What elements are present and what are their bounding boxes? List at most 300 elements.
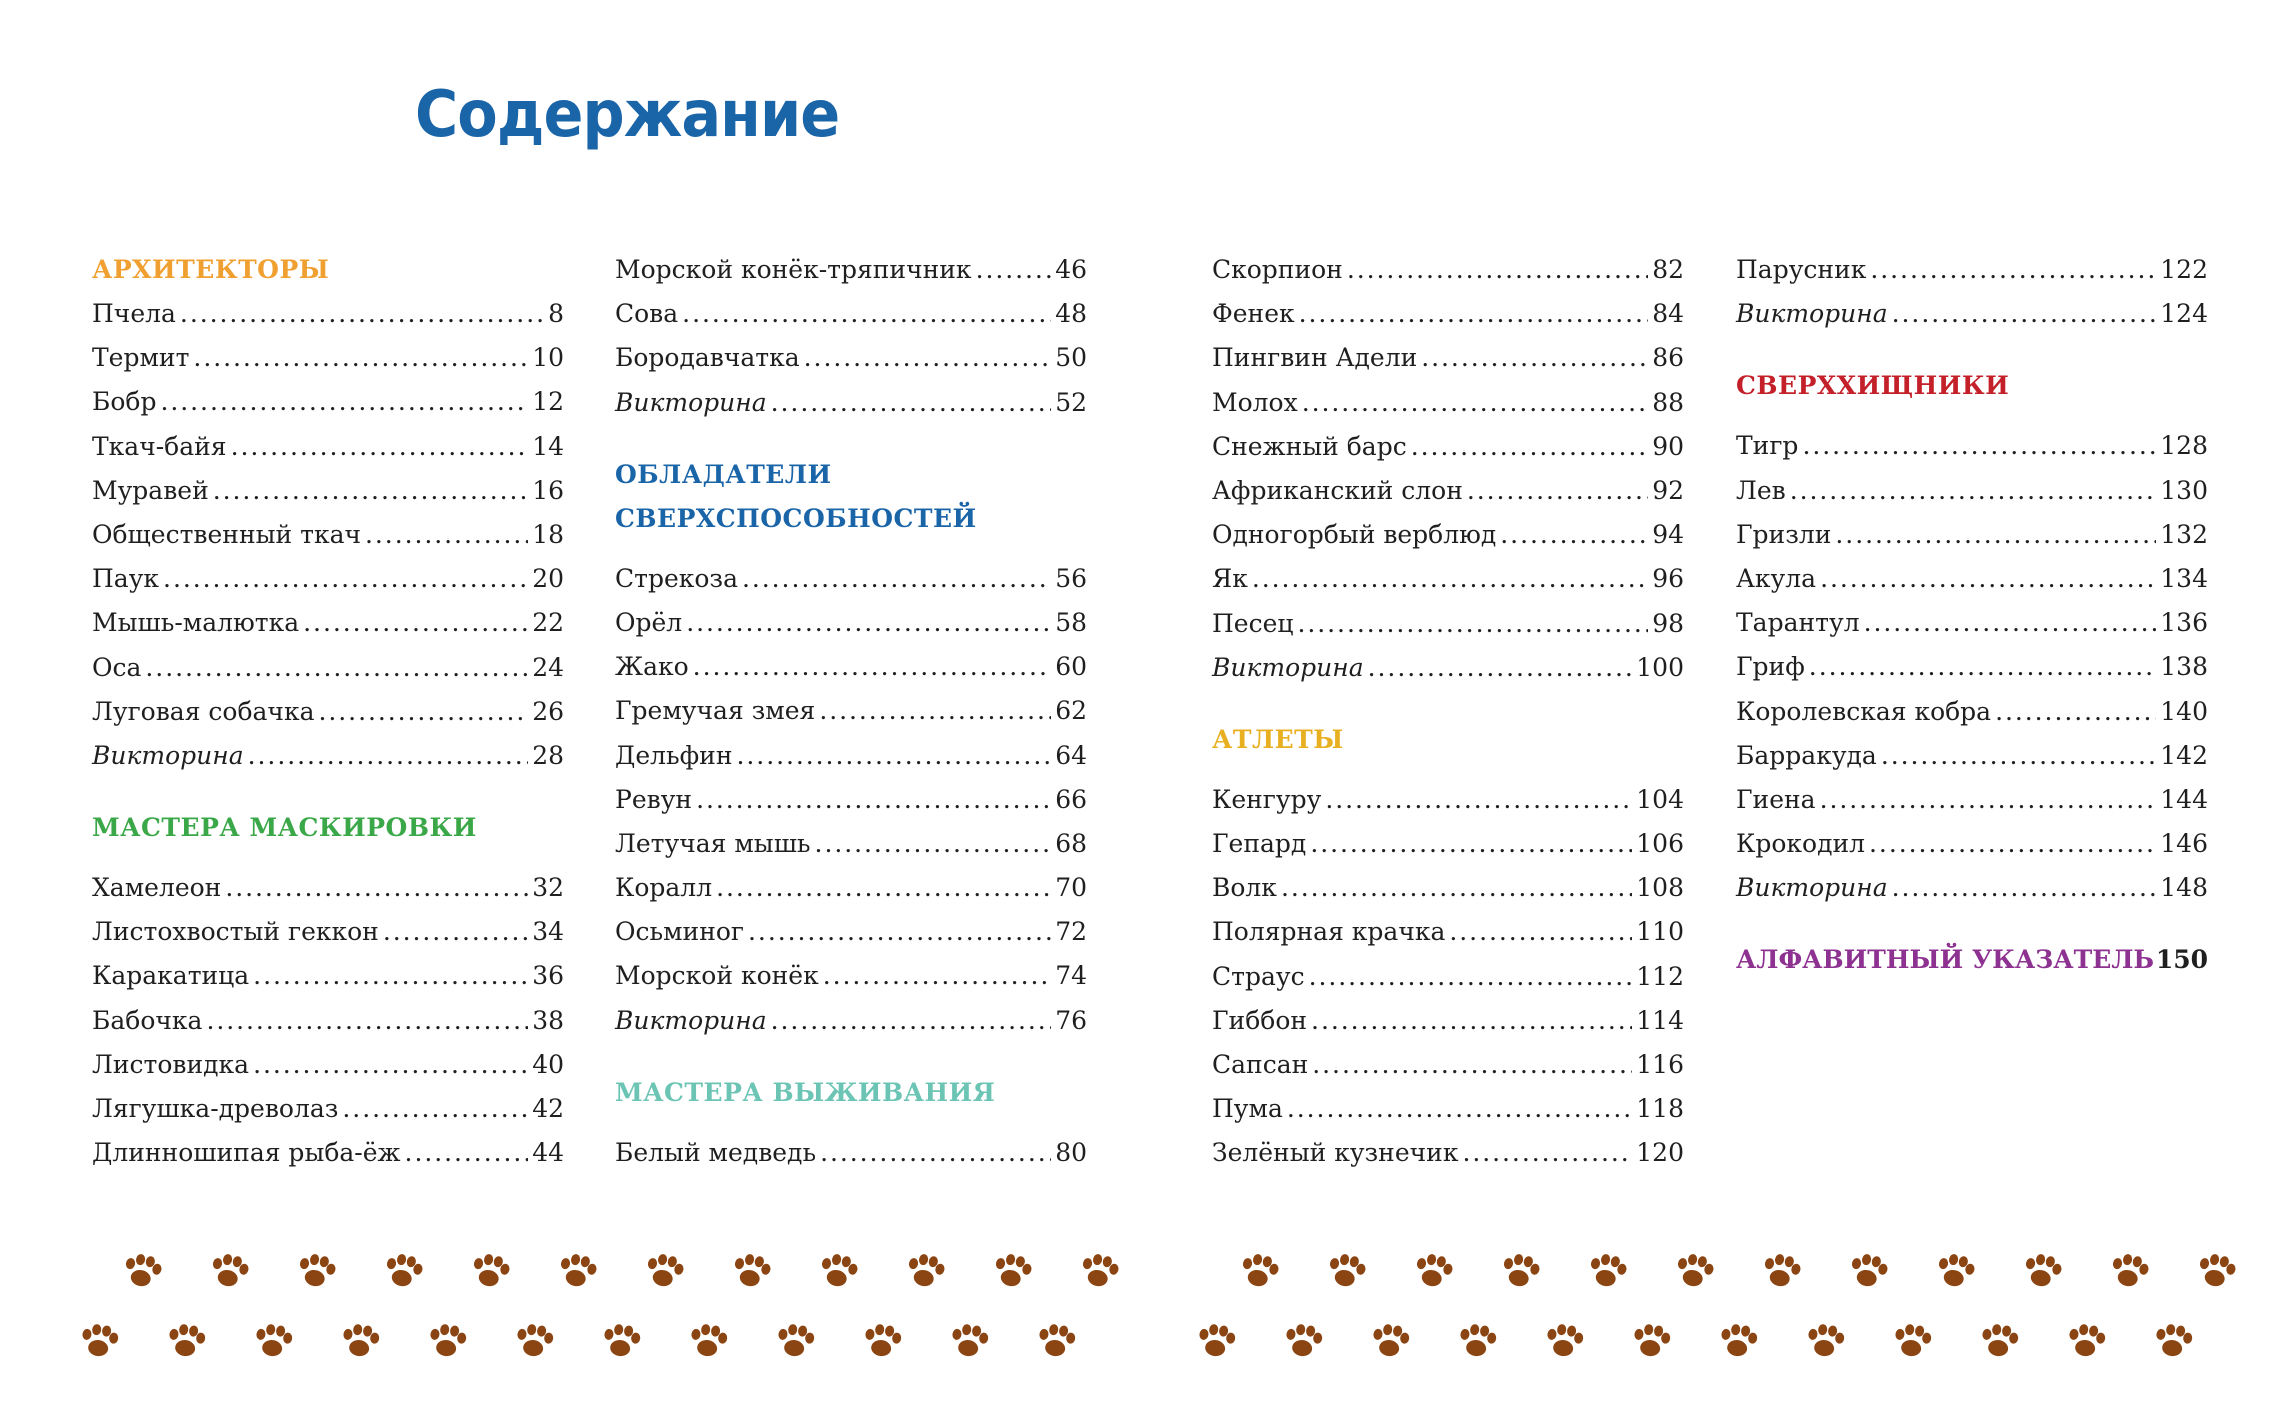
paw-print-icon xyxy=(292,1252,338,1292)
dot-leader xyxy=(1467,469,1648,513)
toc-entry[interactable] xyxy=(615,336,1087,380)
paw-print-icon xyxy=(1192,1322,1238,1362)
toc-entry[interactable] xyxy=(1212,866,1684,910)
toc-entry[interactable] xyxy=(92,601,564,645)
toc-entry[interactable] xyxy=(92,910,564,954)
dot-leader xyxy=(1869,822,2156,866)
dot-leader xyxy=(365,513,528,557)
toc-entry-page: 142 xyxy=(2160,740,2208,770)
toc-entry[interactable] xyxy=(615,910,1087,954)
toc-entry[interactable] xyxy=(615,734,1087,778)
toc-entry-label: Бородавчатка xyxy=(615,343,800,373)
toc-entry-label: Полярная крачка xyxy=(1212,917,1446,947)
toc-entry-label: Викторина xyxy=(92,740,244,770)
toc-entry-label: Гризли xyxy=(1736,519,1832,549)
section-heading: СВЕРХХИЩНИКИ xyxy=(1736,371,2010,401)
toc-entry-page: 36 xyxy=(532,961,564,991)
paw-print-icon xyxy=(423,1322,469,1362)
paw-print-icon xyxy=(2105,1252,2151,1292)
toc-entry-page: 122 xyxy=(2160,255,2208,284)
paw-print-icon xyxy=(75,1322,121,1362)
toc-entry[interactable] xyxy=(92,999,564,1043)
paw-print-icon xyxy=(684,1322,730,1362)
toc-entry-page: 90 xyxy=(1652,431,1684,461)
paw-print-icon xyxy=(945,1322,991,1362)
dot-leader xyxy=(771,999,1052,1043)
paw-print-icon xyxy=(1366,1322,1412,1362)
dot-leader xyxy=(1421,336,1648,380)
toc-entry[interactable] xyxy=(1736,557,2208,601)
dot-leader xyxy=(225,866,528,910)
dot-leader xyxy=(1368,646,1633,690)
toc-entry-page: 34 xyxy=(532,917,564,947)
toc-entry-label: Лягушка-древолаз xyxy=(92,1094,339,1123)
dot-leader xyxy=(696,778,1051,822)
toc-entry-label: Морской конёк-тряпичник xyxy=(615,255,972,284)
toc-entry[interactable] xyxy=(1736,601,2208,645)
toc-entry-page: 22 xyxy=(532,608,564,638)
toc-entry-label: Страус xyxy=(1212,961,1305,991)
toc-entry[interactable] xyxy=(1736,734,2208,778)
toc-entry-label: Викторина xyxy=(615,387,767,417)
toc-entry-page: 44 xyxy=(532,1138,564,1168)
toc-entry-page: 110 xyxy=(1636,917,1684,947)
paw-print-icon xyxy=(1931,1252,1977,1292)
toc-entry-label: Лев xyxy=(1736,475,1786,505)
toc-entry-label: Каракатица xyxy=(92,961,250,991)
toc-entry[interactable] xyxy=(1212,778,1684,822)
toc-entry-label: Барракуда xyxy=(1736,740,1877,770)
toc-entry-label: Ткач-байя xyxy=(92,431,227,461)
toc-entry[interactable] xyxy=(615,1131,1087,1175)
toc-entry-label: Гремучая змея xyxy=(615,696,816,726)
dot-leader xyxy=(1820,778,2157,822)
toc-entry-page: 94 xyxy=(1652,520,1684,550)
toc-entry[interactable] xyxy=(1736,248,2208,292)
toc-entry[interactable] xyxy=(1212,955,1684,999)
dot-leader xyxy=(231,425,529,469)
toc-entry[interactable] xyxy=(1736,292,2208,336)
toc-entry-label: Гиббон xyxy=(1212,1005,1308,1035)
paw-print-icon xyxy=(1279,1322,1325,1362)
toc-entry-page: 64 xyxy=(1055,740,1087,770)
toc-entry-page: 10 xyxy=(532,343,564,373)
toc-entry-label: Пингвин Адели xyxy=(1212,343,1418,373)
toc-entry-page: 128 xyxy=(2160,431,2208,461)
toc-entry-page: 138 xyxy=(2160,652,2208,682)
toc-entry-label: Листовидка xyxy=(92,1049,250,1079)
toc-entry-label: Гепард xyxy=(1212,829,1307,859)
paw-print-icon xyxy=(379,1252,425,1292)
toc-entry-label: Фенек xyxy=(1212,299,1295,329)
dot-leader xyxy=(303,601,528,645)
toc-entry-page: 46 xyxy=(1055,255,1087,284)
toc-entry[interactable] xyxy=(92,954,564,998)
dot-leader xyxy=(1310,822,1632,866)
toc-entry-page: 82 xyxy=(1652,255,1684,284)
section-spacer xyxy=(615,1115,1087,1131)
paw-print-icon xyxy=(1453,1322,1499,1362)
paw-print-icon xyxy=(1496,1252,1542,1292)
dot-leader xyxy=(206,999,528,1043)
paw-print-icon xyxy=(1235,1252,1281,1292)
paw-print-icon xyxy=(510,1322,556,1362)
toc-entry[interactable] xyxy=(615,954,1087,998)
toc-entry[interactable] xyxy=(1736,866,2208,910)
toc-entry-label: Жако xyxy=(615,652,689,682)
toc-entry[interactable] xyxy=(92,469,564,513)
dot-leader xyxy=(771,381,1052,425)
dot-leader xyxy=(1462,1131,1632,1175)
section-spacer xyxy=(615,541,1087,557)
toc-entry-label: Викторина xyxy=(1212,652,1364,682)
paw-print-icon xyxy=(118,1252,164,1292)
toc-entry[interactable] xyxy=(1212,469,1684,513)
toc-entry-page: 136 xyxy=(2160,608,2208,638)
toc-entry-page: 26 xyxy=(532,696,564,726)
toc-entry-page: 50 xyxy=(1055,343,1087,373)
toc-entry-page: 118 xyxy=(1636,1094,1684,1124)
paw-print-icon xyxy=(336,1322,382,1362)
paw-print-icon xyxy=(988,1252,1034,1292)
section-spacer xyxy=(1736,336,2208,364)
paw-print-icon xyxy=(858,1322,904,1362)
paw-print-icon xyxy=(1801,1322,1847,1362)
toc-entry[interactable] xyxy=(615,689,1087,733)
toc-entry-page: 100 xyxy=(1636,652,1684,682)
toc-entry-label: Бабочка xyxy=(92,1005,203,1035)
toc-entry[interactable] xyxy=(615,822,1087,866)
dot-leader xyxy=(737,734,1052,778)
toc-entry-page: 112 xyxy=(1636,961,1684,991)
dot-leader xyxy=(253,954,528,998)
toc-entry[interactable] xyxy=(615,601,1087,645)
dot-leader xyxy=(342,1087,528,1131)
section-spacer xyxy=(615,1043,1087,1071)
paw-print-icon xyxy=(1627,1322,1673,1362)
toc-entry-label: Снежный барс xyxy=(1212,431,1407,461)
toc-entry-label: Викторина xyxy=(1736,873,1888,903)
toc-entry[interactable] xyxy=(1212,292,1684,336)
section-spacer xyxy=(92,850,564,866)
toc-entry[interactable] xyxy=(1212,1087,1684,1131)
paw-print-icon xyxy=(1322,1252,1368,1292)
toc-entry[interactable] xyxy=(615,292,1087,336)
paw-print-icon xyxy=(249,1322,295,1362)
toc-entry-label: Коралл xyxy=(615,873,713,903)
toc-entry-label: Тарантул xyxy=(1736,608,1860,638)
toc-entry-page: 148 xyxy=(2160,873,2208,903)
toc-entry-label: Африканский слон xyxy=(1212,475,1463,505)
toc-entry-page: 42 xyxy=(532,1094,564,1123)
section-spacer xyxy=(1736,408,2208,424)
toc-entry-page: 68 xyxy=(1055,828,1087,858)
toc-entry[interactable] xyxy=(92,557,564,601)
toc-entry-label: Пума xyxy=(1212,1094,1283,1124)
toc-entry-page: 60 xyxy=(1055,652,1087,682)
toc-entry-page: 124 xyxy=(2160,299,2208,329)
paw-print-icon xyxy=(901,1252,947,1292)
dot-leader xyxy=(976,248,1052,292)
dot-leader xyxy=(815,822,1052,866)
toc-entry-page: 40 xyxy=(532,1049,564,1079)
dot-leader xyxy=(1835,513,2156,557)
dot-leader xyxy=(1802,424,2156,468)
toc-entry-label: Оса xyxy=(92,652,142,682)
toc-entry-label: Ревун xyxy=(615,784,693,814)
paw-print-icon xyxy=(2192,1252,2238,1292)
toc-entry-page: 28 xyxy=(532,740,564,770)
paw-print-icon xyxy=(727,1252,773,1292)
toc-entry-page: 16 xyxy=(532,475,564,505)
toc-entry[interactable] xyxy=(1736,513,2208,557)
section-heading: АРХИТЕКТОРЫ xyxy=(92,255,330,284)
toc-entry-page: 18 xyxy=(532,519,564,549)
paw-prints-decoration xyxy=(0,1240,2290,1370)
toc-entry-label: Кенгуру xyxy=(1212,784,1322,814)
toc-entry-label: Общественный ткач xyxy=(92,519,362,549)
toc-entry-page: 92 xyxy=(1652,475,1684,505)
paw-print-icon xyxy=(1757,1252,1803,1292)
toc-entry[interactable] xyxy=(92,336,564,380)
toc-entry-label: Гриф xyxy=(1736,652,1805,682)
toc-entry[interactable] xyxy=(615,248,1087,292)
dot-leader xyxy=(145,646,528,690)
dot-leader xyxy=(693,645,1052,689)
toc-entry-label: Одногорбый верблюд xyxy=(1212,520,1497,550)
dot-leader xyxy=(1892,866,2157,910)
toc-entry-page: 66 xyxy=(1055,784,1087,814)
dot-leader xyxy=(213,469,528,513)
toc-entry-label: Песец xyxy=(1212,608,1294,638)
toc-column-3 xyxy=(1212,248,1684,1176)
toc-entry[interactable] xyxy=(1736,690,2208,734)
toc-entry-label: Волк xyxy=(1212,873,1277,903)
toc-entry[interactable] xyxy=(1212,602,1684,646)
paw-print-icon xyxy=(1670,1252,1716,1292)
index-entry[interactable] xyxy=(1736,938,2208,982)
paw-print-icon xyxy=(1540,1322,1586,1362)
toc-entry-label: Орёл xyxy=(615,607,683,637)
toc-entry[interactable] xyxy=(1212,1131,1684,1175)
paw-print-icon xyxy=(1975,1322,2021,1362)
dot-leader xyxy=(180,292,544,336)
toc-entry[interactable] xyxy=(92,425,564,469)
toc-entry-label: Сапсан xyxy=(1212,1050,1309,1079)
toc-entry-page: 98 xyxy=(1652,608,1684,638)
toc-entry[interactable] xyxy=(92,690,564,734)
paw-print-icon xyxy=(1844,1252,1890,1292)
paw-print-icon xyxy=(2062,1322,2108,1362)
toc-entry-label: Молох xyxy=(1212,387,1298,417)
toc-entry[interactable] xyxy=(1736,424,2208,468)
toc-entry-page: 72 xyxy=(1055,917,1087,947)
dot-leader xyxy=(1995,690,2156,734)
paw-print-icon xyxy=(1714,1322,1760,1362)
toc-entry-page: 74 xyxy=(1055,961,1087,991)
toc-entry[interactable] xyxy=(92,513,564,557)
toc-entry[interactable] xyxy=(1212,513,1684,557)
dot-leader xyxy=(163,557,528,601)
toc-entry-page: 14 xyxy=(532,431,564,461)
toc-entry-page: 62 xyxy=(1055,696,1087,726)
toc-entry[interactable] xyxy=(1212,1043,1684,1087)
toc-entry-label: Термит xyxy=(92,343,190,373)
toc-entry[interactable] xyxy=(1212,248,1684,292)
dot-leader xyxy=(748,910,1051,954)
section-spacer xyxy=(1736,910,2208,938)
dot-leader xyxy=(1325,778,1632,822)
toc-entry[interactable] xyxy=(615,645,1087,689)
toc-entry[interactable] xyxy=(1212,381,1684,425)
toc-entry-page: 132 xyxy=(2160,519,2208,549)
toc-entry-page: 144 xyxy=(2160,784,2208,814)
index-entry-label: АЛФАВИТНЫЙ УКАЗАТЕЛЬ xyxy=(1736,945,2155,975)
toc-entry-label: Скорпион xyxy=(1212,255,1343,284)
toc-entry[interactable] xyxy=(1212,999,1684,1043)
toc-entry-page: 84 xyxy=(1652,299,1684,329)
dot-leader xyxy=(1809,645,2156,689)
toc-entry-page: 20 xyxy=(532,564,564,594)
toc-entry-page: 56 xyxy=(1055,563,1087,593)
toc-entry[interactable] xyxy=(1736,778,2208,822)
paw-print-icon xyxy=(1032,1322,1078,1362)
paw-print-icon xyxy=(1888,1322,1934,1362)
toc-entry[interactable] xyxy=(1212,910,1684,954)
toc-entry-page: 146 xyxy=(2160,829,2208,859)
toc-entry[interactable] xyxy=(615,866,1087,910)
toc-entry-page: 24 xyxy=(532,652,564,682)
toc-entry-label: Бобр xyxy=(92,387,157,417)
toc-entry-label: Пчела xyxy=(92,299,176,328)
dot-leader xyxy=(1892,292,2157,336)
toc-entry-page: 48 xyxy=(1055,299,1087,329)
section-spacer xyxy=(1212,690,1684,718)
toc-entry[interactable] xyxy=(1212,822,1684,866)
toc-entry-label: Летучая мышь xyxy=(615,828,811,858)
toc-entry[interactable] xyxy=(92,1087,564,1131)
toc-entry-label: Викторина xyxy=(1736,299,1888,329)
toc-entry-page: 120 xyxy=(1636,1138,1684,1168)
paw-print-icon xyxy=(814,1252,860,1292)
toc-entry-label: Королевская кобра xyxy=(1736,696,1992,726)
section-heading: СВЕРХСПОСОБНОСТЕЙ xyxy=(615,503,977,533)
dot-leader xyxy=(1500,513,1648,557)
toc-entry-label: Паук xyxy=(92,564,160,594)
dot-leader xyxy=(405,1131,529,1175)
toc-entry[interactable] xyxy=(1736,822,2208,866)
dot-leader xyxy=(1864,601,2157,645)
toc-entry[interactable] xyxy=(92,292,564,336)
toc-entry[interactable] xyxy=(1212,425,1684,469)
dot-leader xyxy=(742,557,1051,601)
toc-entry-label: Гиена xyxy=(1736,784,1816,814)
toc-entry-page: 52 xyxy=(1055,387,1087,417)
toc-entry-page: 114 xyxy=(1636,1005,1684,1035)
paw-print-icon xyxy=(1409,1252,1455,1292)
toc-entry-label: Морской конёк xyxy=(615,961,819,991)
paw-print-icon xyxy=(640,1252,686,1292)
toc-entry-label: Як xyxy=(1212,564,1248,594)
dot-leader xyxy=(1449,910,1632,954)
toc-entry-page: 12 xyxy=(532,387,564,417)
toc-entry[interactable] xyxy=(92,1131,564,1175)
toc-entry-page: 80 xyxy=(1055,1137,1087,1167)
section-spacer xyxy=(1212,762,1684,778)
toc-entry[interactable] xyxy=(92,380,564,424)
dot-leader xyxy=(1297,602,1648,646)
toc-entry[interactable] xyxy=(615,778,1087,822)
dot-leader xyxy=(1790,469,2157,513)
paw-print-icon xyxy=(162,1322,208,1362)
toc-entry[interactable] xyxy=(1212,646,1684,690)
toc-entry-label: Тигр xyxy=(1736,431,1799,461)
toc-entry[interactable] xyxy=(92,866,564,910)
paw-print-icon xyxy=(2149,1322,2195,1362)
toc-entry-label: Крокодил xyxy=(1736,829,1866,859)
toc-entry[interactable] xyxy=(615,557,1087,601)
page-title: Содержание xyxy=(415,78,840,152)
paw-print-icon xyxy=(205,1252,251,1292)
dot-leader xyxy=(819,689,1051,733)
toc-entry-page: 38 xyxy=(532,1005,564,1035)
toc-entry[interactable] xyxy=(615,999,1087,1043)
dot-leader xyxy=(1281,866,1632,910)
dot-leader xyxy=(193,336,528,380)
toc-entry-label: Луговая собачка xyxy=(92,696,315,726)
toc-entry-page: 130 xyxy=(2160,475,2208,505)
toc-entry-label: Осьминог xyxy=(615,917,745,947)
dot-leader xyxy=(248,734,529,778)
toc-entry[interactable] xyxy=(1212,336,1684,380)
toc-entry-page: 70 xyxy=(1055,873,1087,903)
section-heading: МАСТЕРА ВЫЖИВАНИЯ xyxy=(615,1077,996,1107)
toc-entry-page: 8 xyxy=(548,299,564,328)
dot-leader xyxy=(1252,557,1648,601)
dot-leader xyxy=(1299,292,1649,336)
toc-entry-page: 108 xyxy=(1636,873,1684,903)
paw-print-icon xyxy=(1583,1252,1629,1292)
paw-print-icon xyxy=(771,1322,817,1362)
toc-entry-page: 76 xyxy=(1055,1005,1087,1035)
section-heading: АТЛЕТЫ xyxy=(1212,724,1344,754)
toc-entry-label: Длинношипая рыба-ёж xyxy=(92,1138,401,1168)
toc-entry[interactable] xyxy=(615,381,1087,425)
toc-column-1 xyxy=(92,248,564,1175)
index-entry-page: 150 xyxy=(2155,945,2208,975)
toc-entry[interactable] xyxy=(1212,557,1684,601)
dot-leader xyxy=(1302,381,1649,425)
toc-entry[interactable] xyxy=(92,1043,564,1087)
toc-entry-label: Парусник xyxy=(1736,255,1867,284)
toc-entry[interactable] xyxy=(1736,645,2208,689)
toc-entry-page: 96 xyxy=(1652,564,1684,594)
dot-leader xyxy=(383,910,528,954)
paw-print-icon xyxy=(597,1322,643,1362)
toc-entry[interactable] xyxy=(92,734,564,778)
toc-entry-label: Сова xyxy=(615,299,679,329)
toc-entry-label: Акула xyxy=(1736,563,1817,593)
toc-entry-page: 32 xyxy=(532,873,564,903)
dot-leader xyxy=(804,336,1052,380)
paw-print-icon xyxy=(466,1252,512,1292)
toc-entry[interactable] xyxy=(92,646,564,690)
dot-leader xyxy=(319,690,529,734)
toc-entry[interactable] xyxy=(1736,469,2208,513)
toc-entry-label: Хамелеон xyxy=(92,873,222,903)
paw-print-icon xyxy=(2018,1252,2064,1292)
section-spacer xyxy=(615,425,1087,453)
